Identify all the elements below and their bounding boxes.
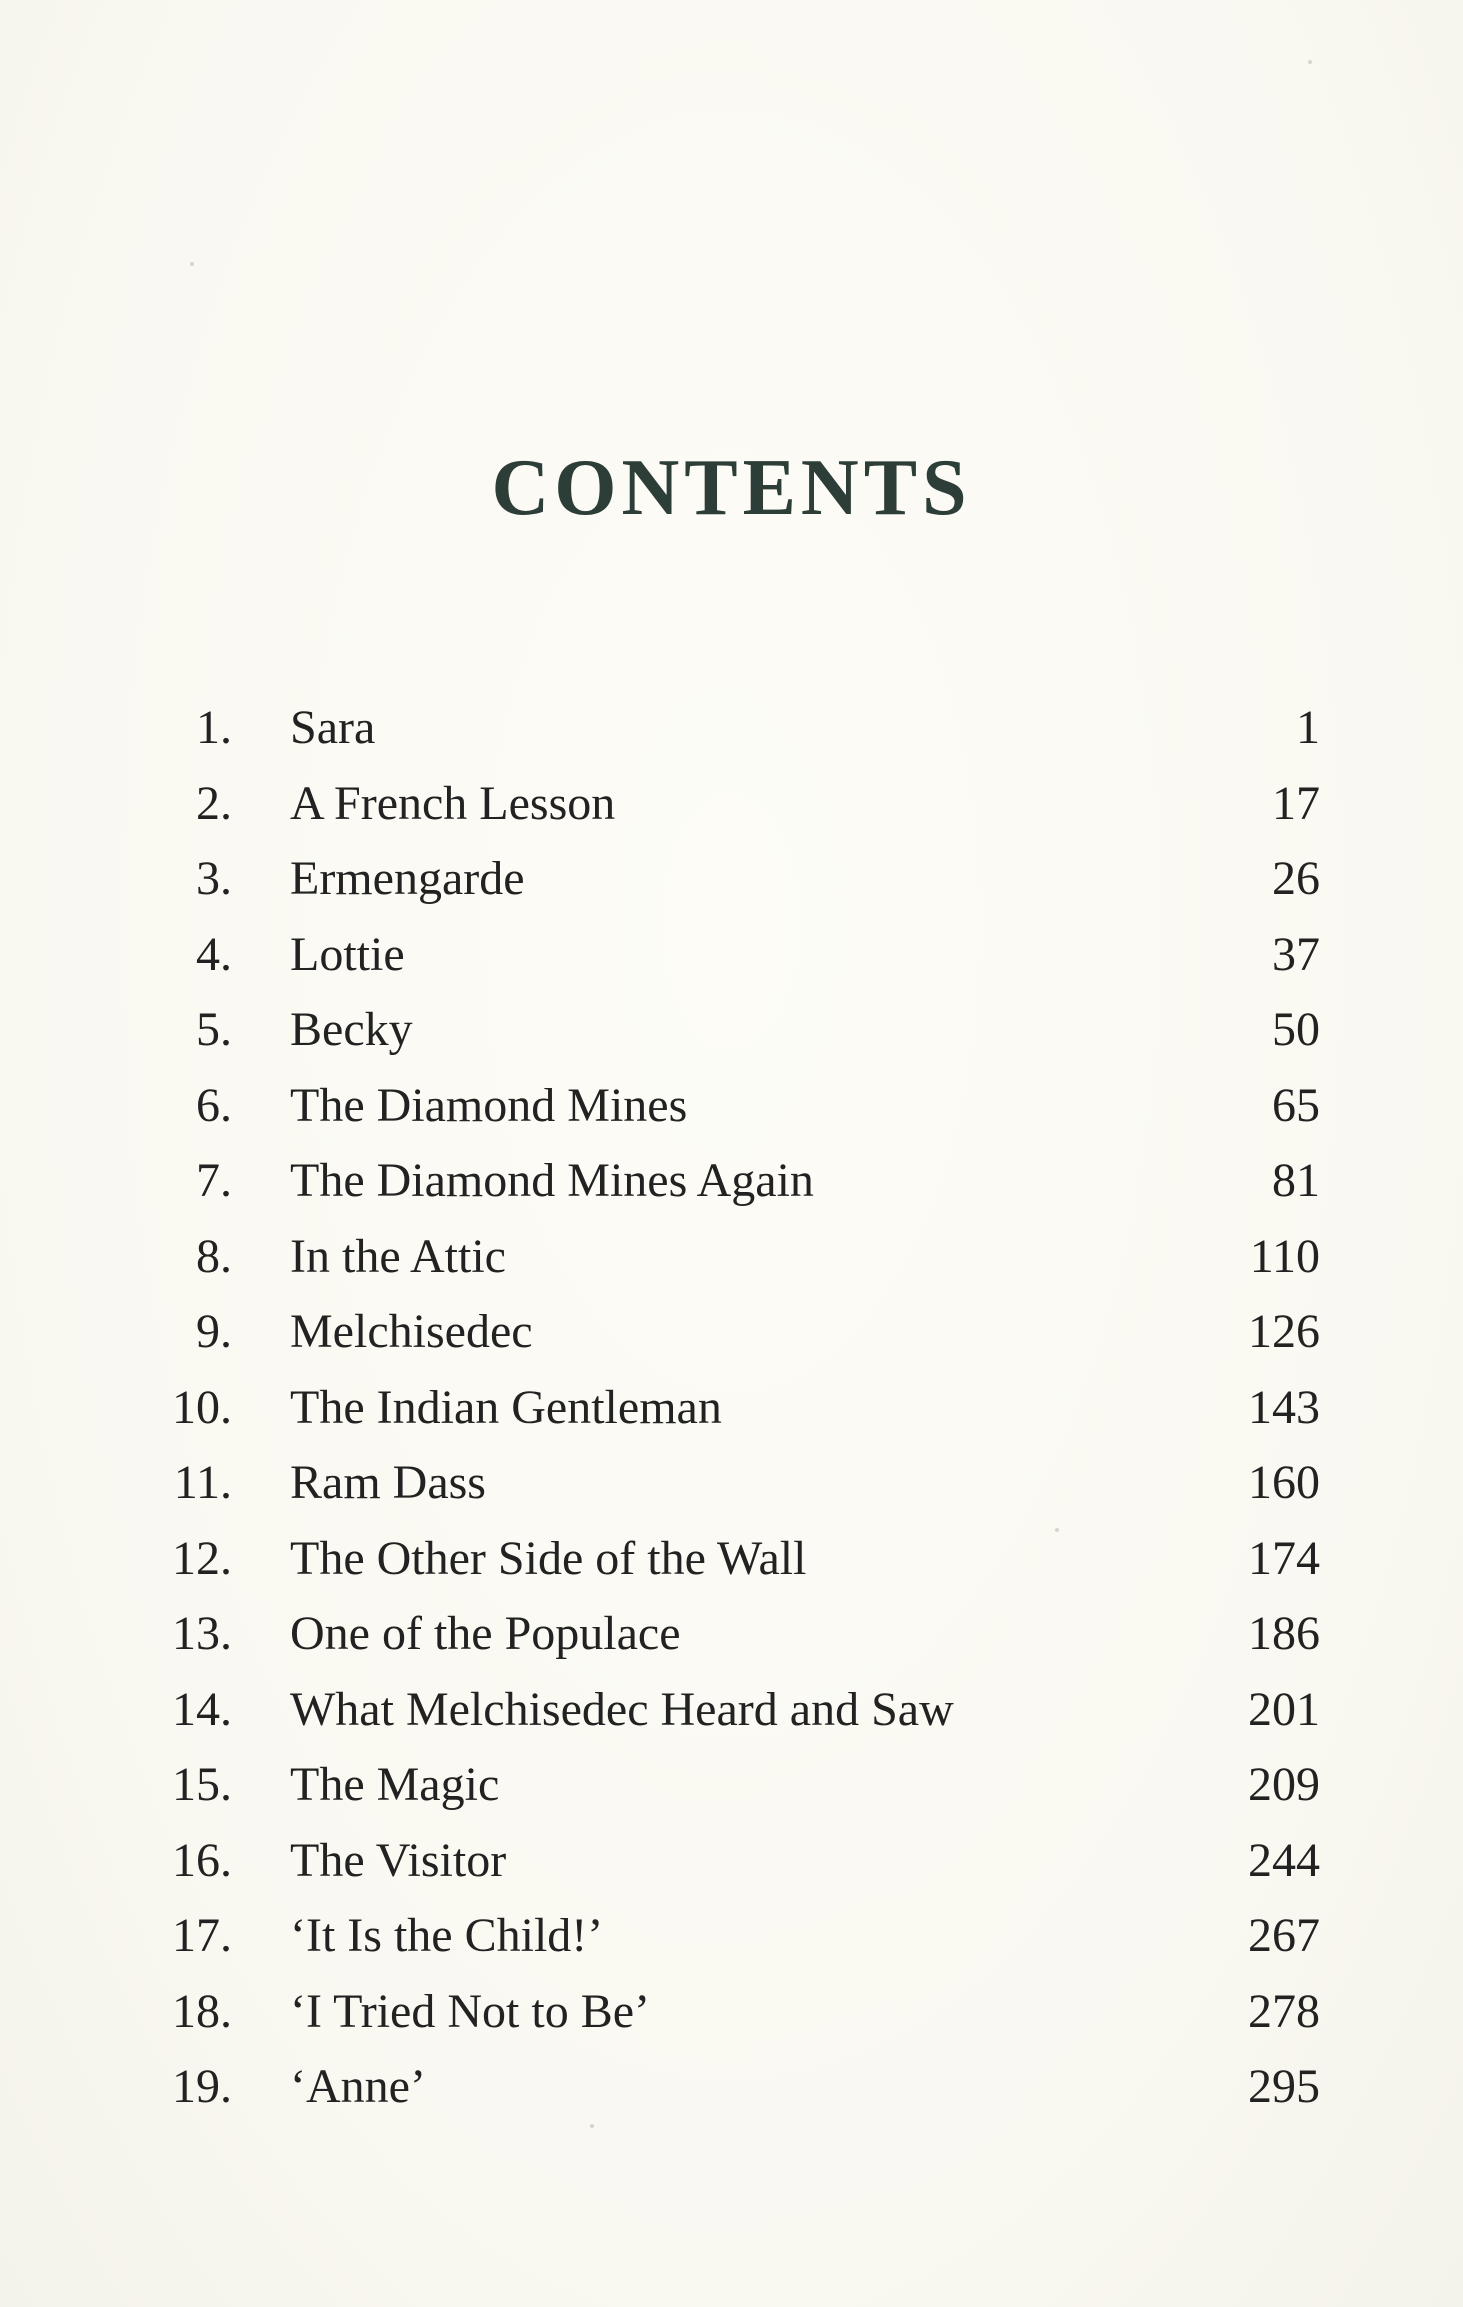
toc-entry — [130, 1370, 1320, 1446]
toc-entry — [130, 1596, 1320, 1672]
toc-entry — [130, 1521, 1320, 1597]
chapter-number: 2. — [196, 776, 232, 830]
chapter-title: The Diamond Mines — [290, 1078, 688, 1132]
chapter-number: 5. — [196, 1003, 232, 1056]
paper-speck — [1055, 1528, 1059, 1532]
table-of-contents — [130, 690, 1320, 2125]
chapter-number: 8. — [196, 1229, 232, 1283]
chapter-page-number: 81 — [1272, 1154, 1320, 1207]
chapter-number: 12. — [172, 1531, 232, 1585]
chapter-page-number: 37 — [1272, 927, 1320, 981]
contents-heading: CONTENTS — [491, 444, 972, 532]
chapter-title: The Other Side of the Wall — [290, 1531, 807, 1585]
toc-entry — [130, 1974, 1320, 2050]
paper-speck — [190, 262, 194, 266]
chapter-title: The Magic — [290, 1758, 500, 1811]
toc-entry — [130, 766, 1320, 842]
chapter-page-number: 160 — [1248, 1456, 1320, 1509]
chapter-page-number: 174 — [1248, 1531, 1320, 1585]
chapter-title: Sara — [290, 701, 376, 754]
toc-entry — [130, 1294, 1320, 1370]
chapter-title: ‘I Tried Not to Be’ — [290, 1984, 650, 2038]
chapter-title: The Indian Gentleman — [290, 1380, 722, 1434]
toc-entry — [130, 841, 1320, 917]
chapter-number: 6. — [196, 1078, 232, 1132]
chapter-title: Ermengarde — [290, 852, 525, 905]
chapter-number: 18. — [172, 1984, 232, 2038]
chapter-title: In the Attic — [290, 1229, 506, 1283]
toc-entry — [130, 2049, 1320, 2125]
chapter-number: 19. — [172, 2060, 232, 2113]
chapter-page-number: 201 — [1248, 1682, 1320, 1736]
toc-entry — [130, 1445, 1320, 1521]
toc-entry — [130, 1143, 1320, 1219]
chapter-page-number: 1 — [1296, 701, 1320, 754]
chapter-page-number: 209 — [1248, 1758, 1320, 1811]
chapter-title: The Diamond Mines Again — [290, 1154, 814, 1207]
chapter-title: What Melchisedec Heard and Saw — [290, 1682, 954, 1736]
chapter-page-number: 50 — [1272, 1003, 1320, 1056]
chapter-number: 9. — [196, 1305, 232, 1358]
toc-entry — [130, 1823, 1320, 1899]
chapter-number: 11. — [173, 1456, 232, 1509]
toc-entry — [130, 1747, 1320, 1823]
chapter-page-number: 143 — [1248, 1380, 1320, 1434]
chapter-title: A French Lesson — [290, 776, 616, 830]
chapter-number: 15. — [172, 1758, 232, 1811]
chapter-title: Ram Dass — [290, 1456, 486, 1509]
toc-entry — [130, 1898, 1320, 1974]
chapter-page-number: 295 — [1248, 2060, 1320, 2113]
chapter-page-number: 17 — [1272, 776, 1320, 830]
chapter-page-number: 26 — [1272, 852, 1320, 905]
chapter-number: 16. — [172, 1833, 232, 1887]
toc-entry — [130, 917, 1320, 993]
chapter-number: 3. — [196, 852, 232, 905]
chapter-page-number: 244 — [1248, 1833, 1320, 1887]
chapter-page-number: 126 — [1248, 1305, 1320, 1358]
chapter-number: 13. — [172, 1607, 232, 1660]
toc-entry — [130, 992, 1320, 1068]
chapter-title: Becky — [290, 1003, 413, 1056]
chapter-title: The Visitor — [290, 1833, 507, 1887]
chapter-page-number: 278 — [1248, 1984, 1320, 2038]
paper-speck — [590, 2124, 594, 2128]
chapter-title: ‘It Is the Child!’ — [290, 1909, 604, 1962]
chapter-title: ‘Anne’ — [290, 2060, 426, 2113]
chapter-page-number: 186 — [1248, 1607, 1320, 1660]
toc-entry — [130, 1672, 1320, 1748]
chapter-number: 7. — [196, 1154, 232, 1207]
chapter-number: 10. — [172, 1380, 232, 1434]
chapter-title: Lottie — [290, 927, 405, 981]
chapter-number: 4. — [196, 927, 232, 981]
chapter-page-number: 65 — [1272, 1078, 1320, 1132]
chapter-number: 17. — [172, 1909, 232, 1962]
paper-speck — [1308, 60, 1312, 64]
toc-entry — [130, 690, 1320, 766]
chapter-number: 1. — [196, 701, 232, 754]
chapter-page-number: 110 — [1249, 1229, 1320, 1283]
toc-entry — [130, 1219, 1320, 1295]
chapter-page-number: 267 — [1248, 1909, 1320, 1962]
chapter-number: 14. — [172, 1682, 232, 1736]
chapter-title: Melchisedec — [290, 1305, 533, 1358]
chapter-title: One of the Populace — [290, 1607, 681, 1660]
toc-entry — [130, 1068, 1320, 1144]
